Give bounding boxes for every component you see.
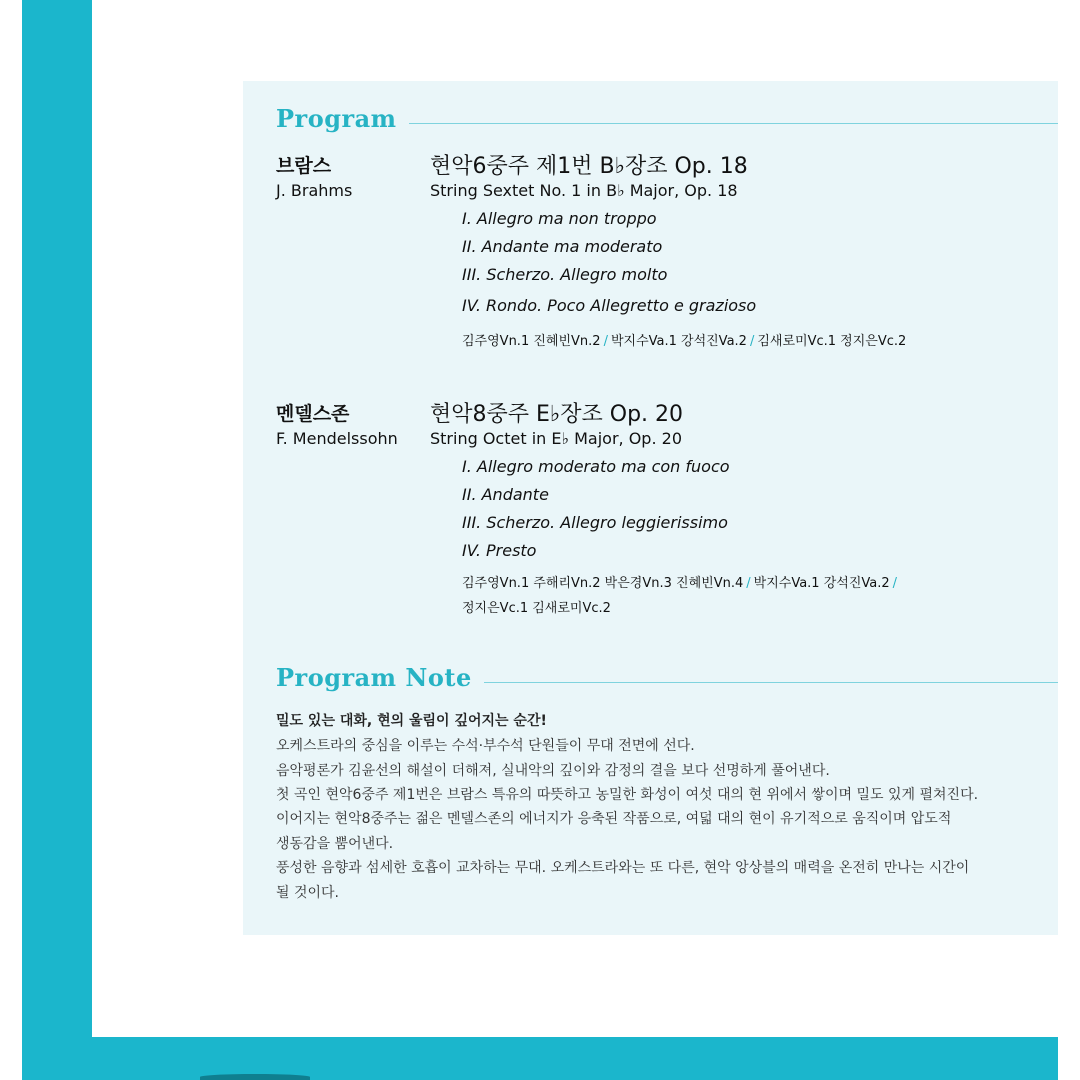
work-title-en: String Sextet No. 1 in B♭ Major, Op. 18	[430, 181, 738, 200]
performer-group: 김주영Vn.1 주해리Vn.2 박은경Vn.3 진혜빈Vn.4	[462, 576, 744, 591]
movement-item: III. Scherzo. Allegro molto	[462, 265, 668, 284]
note-paragraph-line: 음악평론가 김윤선의 해설이 더해져, 실내악의 깊이와 감정의 결을 보다 선명하게 풀어낸다.	[276, 763, 830, 779]
performers-list	[462, 597, 611, 616]
program-heading: Program	[276, 104, 397, 133]
movement-item: II. Andante	[462, 485, 549, 504]
note-paragraph-line: 이어지는 현악8중주는 젊은 멘델스존의 에너지가 응축된 작품으로, 여덟 대의 현이 유기적으로 움직이며 압도적	[276, 811, 952, 827]
divider-slash: /	[746, 576, 751, 591]
performers-list	[462, 572, 900, 591]
composer-name-ko: 브람스	[276, 155, 332, 177]
movement-item: II. Andante ma moderato	[462, 237, 663, 256]
note-paragraph-line: 생동감을 뿜어낸다.	[276, 836, 394, 852]
movement-item: I. Allegro ma non troppo	[462, 209, 657, 228]
work-title-ko: 현악8중주 E♭장조 Op. 20	[430, 402, 684, 427]
composer-name-en: J. Brahms	[276, 181, 353, 200]
performer-group: 박지수Va.1 강석진Va.2	[753, 576, 890, 591]
decorative-left-band	[22, 0, 92, 1080]
decorative-bottom-band	[22, 1037, 1058, 1080]
note-paragraph-line: 첫 곡인 현악6중주 제1번은 브람스 특유의 따뜻하고 농밀한 화성이 여섯 대의 현 위에서 쌓이며 밀도 있게 펼쳐진다.	[276, 787, 979, 803]
divider-slash: /	[749, 334, 755, 349]
program-note-section-header	[276, 663, 1058, 692]
movement-item: IV. Rondo. Poco Allegretto e grazioso	[462, 296, 757, 315]
performer-group: 김새로미Vc.1 정지은Vc.2	[757, 334, 907, 349]
movement-item: III. Scherzo. Allegro leggierissimo	[462, 513, 728, 532]
composer-name-en: F. Mendelssohn	[276, 429, 398, 448]
program-section-header	[276, 104, 1058, 133]
movement-item: I. Allegro moderato ma con fuoco	[462, 457, 730, 476]
composer-name-ko: 멘델스존	[276, 403, 350, 425]
note-paragraph-line: 될 것이다.	[276, 885, 339, 901]
work-title-en: String Octet in E♭ Major, Op. 20	[430, 429, 682, 448]
note-paragraph-line: 오케스트라의 중심을 이루는 수석·부수석 단원들이 무대 전면에 선다.	[276, 738, 695, 754]
note-lead-text: 밀도 있는 대화, 현의 울림이 깊어지는 순간!	[276, 713, 547, 729]
performer-group: 정지은Vc.1 김새로미Vc.2	[462, 601, 611, 616]
divider-slash: /	[603, 334, 608, 349]
decorative-bottom-shadow	[200, 1074, 310, 1080]
note-paragraph-line: 풍성한 음향과 섬세한 호흡이 교차하는 무대. 오케스트라와는 또 다른, 현악 앙상블의 매력을 온전히 만나는 시간이	[276, 860, 970, 876]
performer-group: 김주영Vn.1 진혜빈Vn.2	[462, 334, 601, 349]
program-note-heading: Program Note	[276, 663, 472, 692]
divider-slash: /	[892, 576, 898, 591]
work-title-ko: 현악6중주 제1번 B♭장조 Op. 18	[430, 154, 748, 179]
program-note-heading-rule	[484, 682, 1058, 683]
program-heading-rule	[409, 123, 1058, 124]
performers-list	[462, 330, 906, 349]
performer-group: 박지수Va.1 강석진Va.2	[610, 334, 747, 349]
movement-item: IV. Presto	[462, 541, 537, 560]
